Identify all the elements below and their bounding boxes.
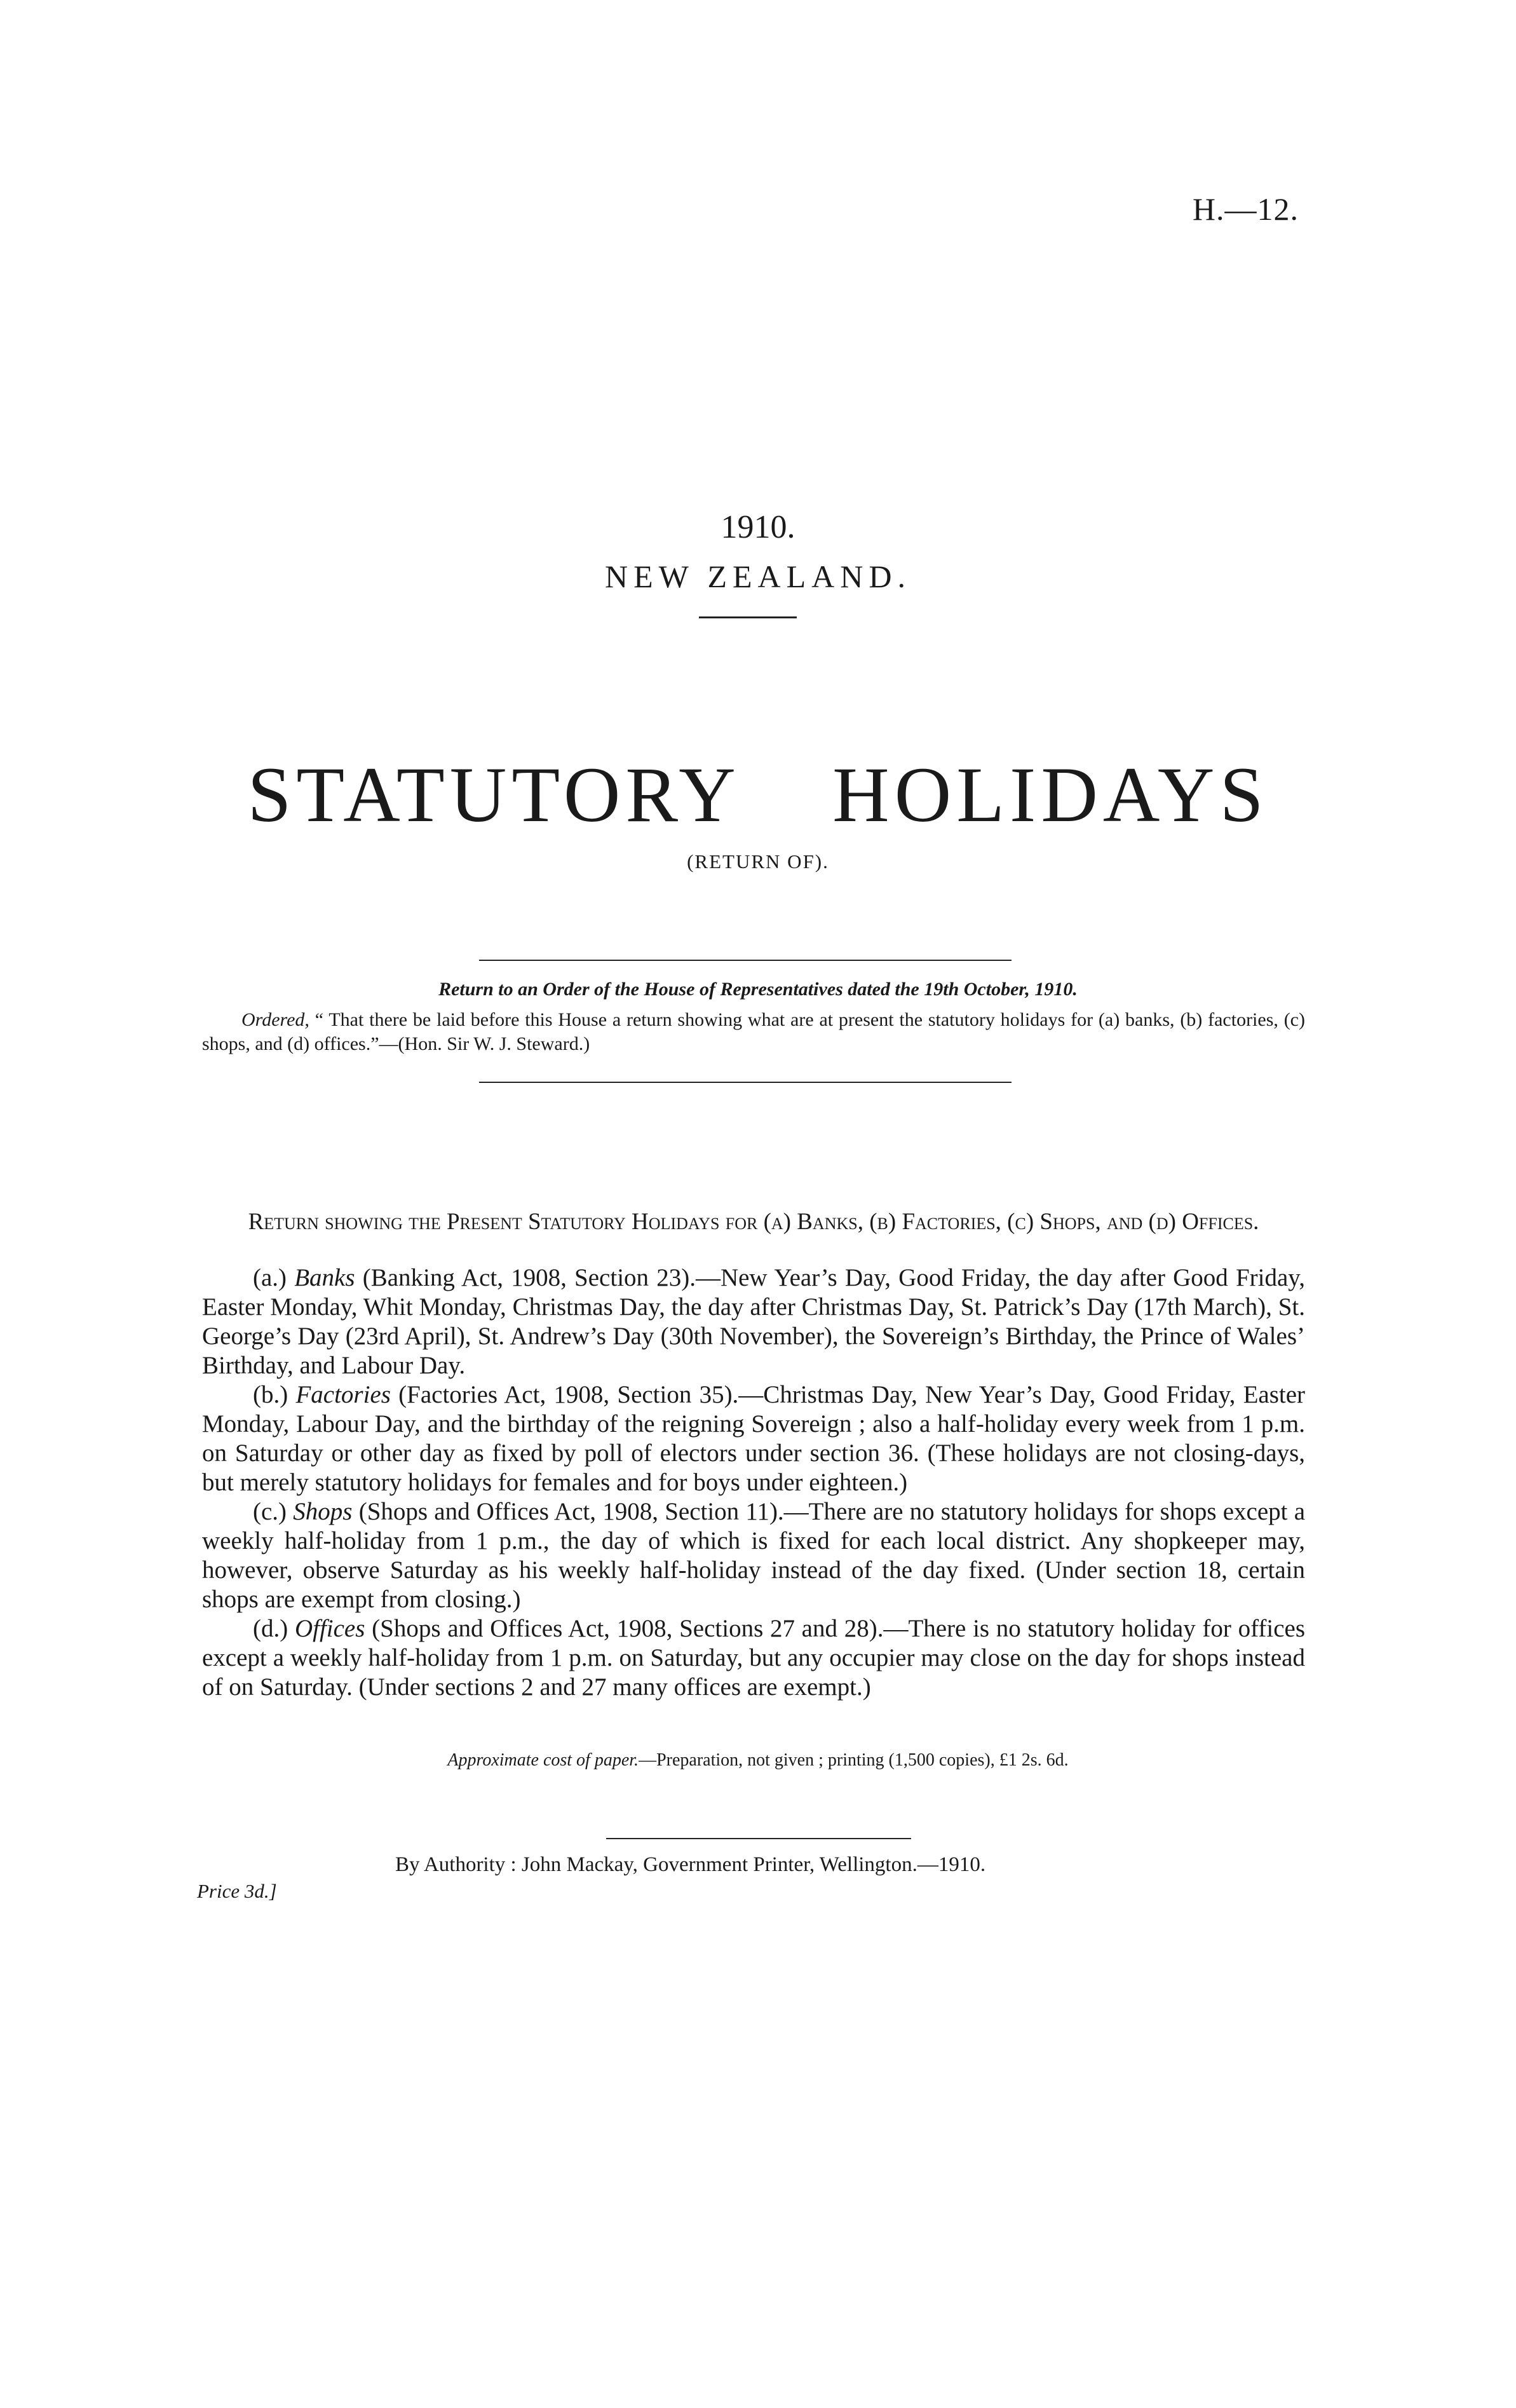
divider-lower bbox=[479, 1082, 1012, 1083]
country-name: NEW ZEALAND. bbox=[605, 559, 911, 594]
publication-year: 1910. bbox=[721, 509, 795, 545]
return-body bbox=[202, 1263, 1305, 1702]
section-label: (d.) bbox=[253, 1615, 288, 1642]
section-label: (b.) bbox=[253, 1381, 288, 1408]
section-name: Shops bbox=[293, 1498, 353, 1525]
section-text: (Shops and Offices Act, 1908, Sections 27 and 28).—There is no statutory holiday for offices except a weekly half-holiday from 1 p.m. on Saturday, but any occupier may close on the day for shops instead of on Saturday. (Under sections 2 and 27 many offices are exempt.) bbox=[202, 1615, 1305, 1701]
cost-text: —Preparation, not given ; printing (1,500 copies), £1 2s. 6d. bbox=[639, 1750, 1069, 1770]
document-reference: H.—12. bbox=[1192, 191, 1299, 227]
order-quote: “ That there be laid before this House a return showing what are at present the statutory holidays for (a) banks, (b) factories, (c) shops, and (d) offices.”—(Hon. Sir W. J. Steward.) bbox=[202, 1009, 1305, 1054]
section-name: Factories bbox=[295, 1381, 391, 1408]
section-name: Banks bbox=[294, 1264, 355, 1291]
section-name: Offices bbox=[294, 1615, 365, 1642]
section-text: (Shops and Offices Act, 1908, Section 11).—There are no statutory holidays for shops except a weekly half-holiday from 1 p.m., the day of which is fixed for each local district. Any shopkeeper may, however, observe Saturday as his weekly half-holiday instead of the day fixed. (Under section 18, certain shops are exempt from closing.) bbox=[202, 1498, 1306, 1613]
section-label: (a.) bbox=[253, 1264, 287, 1291]
price: Price 3d.] bbox=[197, 1880, 277, 1902]
document-title: STATUTORY HOLIDAYS bbox=[247, 751, 1269, 838]
return-heading: Return showing the Present Statutory Holidays for (a) Banks, (b) Factories, (c) Shops, and (d) Offices. bbox=[248, 1209, 1259, 1235]
section-text: (Factories Act, 1908, Section 35).—Christmas Day, New Year’s Day, Good Friday, Easter Monday, Labour Day, and the birthday of the reigning Sovereign ; also a half-holiday every week from 1 p.m. on Saturday or other day as fixed by poll of electors under section 36. (These holidays are not closing-days, but merely statutory holidays for females and for boys under eighteen.) bbox=[202, 1381, 1306, 1496]
document-subtitle: (RETURN OF). bbox=[687, 850, 829, 873]
section-label: (c.) bbox=[253, 1498, 287, 1525]
section-text: (Banking Act, 1908, Section 23).—New Year’s Day, Good Friday, the day after Good Friday, Easter Monday, Whit Monday, Christmas Day, the day after Christmas Day, St. Patrick’s Day (17th March), St. George’s Day (23rd April), St. Andrew’s Day (30th November), the Sovereign’s Birthday, the Prince of Wales’ Birthday, and Labour Day. bbox=[202, 1264, 1306, 1379]
divider-footer bbox=[606, 1838, 911, 1839]
order-title: Return to an Order of the House of Representatives dated the 19th October, 1910. bbox=[438, 979, 1078, 1000]
section-offices bbox=[202, 1614, 1305, 1702]
cost-of-paper bbox=[0, 1750, 1516, 1771]
order-text bbox=[202, 1008, 1305, 1056]
section-shops bbox=[202, 1497, 1305, 1614]
divider-upper bbox=[479, 960, 1012, 961]
cost-label: Approximate cost of paper. bbox=[447, 1750, 639, 1770]
printer-imprint: By Authority : John Mackay, Government Printer, Wellington.—1910. bbox=[395, 1853, 986, 1876]
divider-short bbox=[699, 616, 797, 618]
section-factories bbox=[202, 1380, 1305, 1497]
section-banks bbox=[202, 1263, 1305, 1380]
ordered-word: Ordered, bbox=[241, 1009, 309, 1030]
